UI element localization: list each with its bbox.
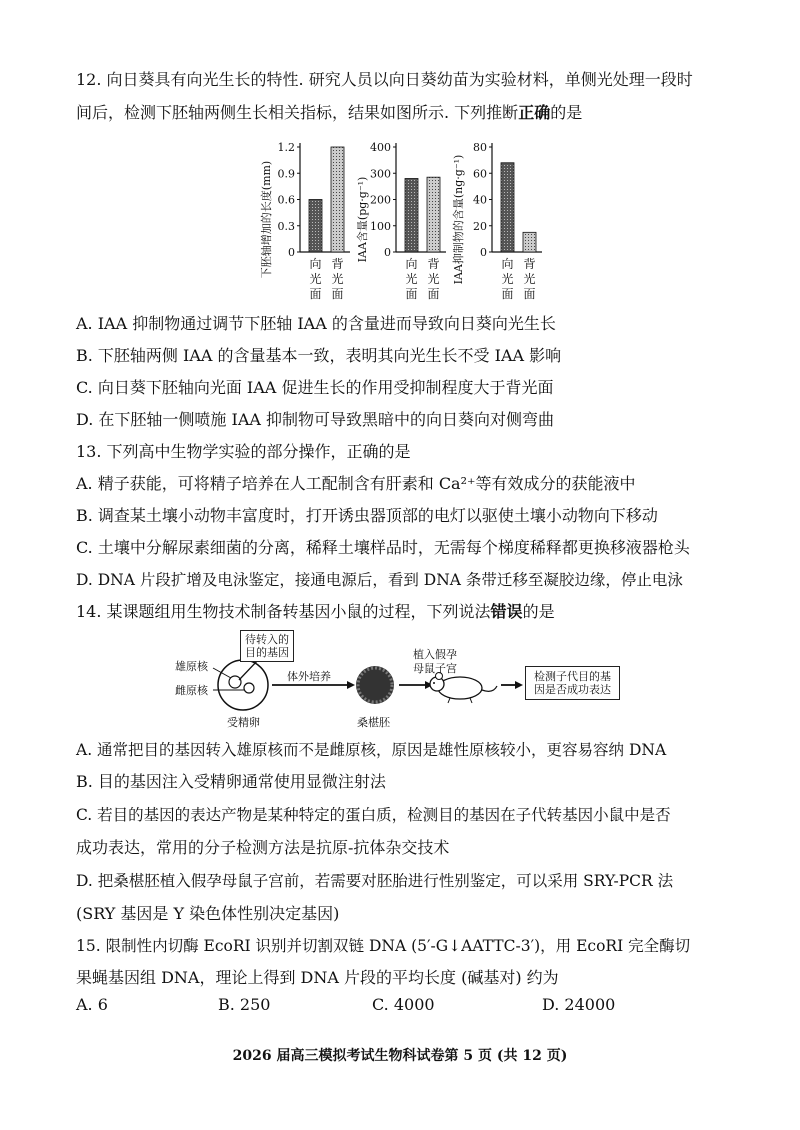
chart1-category-label: 背 <box>427 257 440 271</box>
detection-box <box>525 666 620 700</box>
female-pronucleus-label: 雌原核 <box>175 684 208 697</box>
q14-option-a: A. 通常把目的基因转入雄原核而不是雌原核，原因是雄性原核较小，更容易容纳 DNA <box>76 741 667 759</box>
chart2-tick-label: 60 <box>473 167 487 181</box>
chart1-y-label: IAA含量(pg·g⁻¹) <box>356 176 369 263</box>
mouse-icon <box>430 673 497 704</box>
chart2-tick-label: 40 <box>473 193 487 207</box>
chart0-tick-label: 0.6 <box>277 193 295 207</box>
culture-label: 体外培养 <box>287 670 331 683</box>
chart0-category-label: 面 <box>331 287 344 301</box>
q14-diagram <box>175 630 735 730</box>
chart0-category-label: 背 <box>331 257 344 271</box>
chart1-category-label: 光 <box>427 272 440 286</box>
chart2-tick-label: 0 <box>480 246 487 259</box>
q14-option-d: D. 把桑椹胚植入假孕母鼠子宫前，若需要对胚胎进行性别鉴定，可以采用 SRY-PCR 法 <box>76 872 674 890</box>
chart0-category-label: 向 <box>309 257 322 271</box>
chart2-category-label: 背 <box>523 257 536 271</box>
detection-label-1: 检测子代目的基 <box>534 670 611 683</box>
detection-label-2: 因是否成功表达 <box>534 683 611 696</box>
chart2-category-label: 面 <box>501 287 514 301</box>
q15-option-a: A. 6 <box>76 995 108 1014</box>
q12-option-c: C. 向日葵下胚轴向光面 IAA 促进生长的作用受抑制程度大于背光面 <box>76 378 554 397</box>
q13-option-c: C. 土壤中分解尿素细菌的分离，稀释土壤样品时，无需每个梯度稀释都更换移液器枪头 <box>76 538 690 557</box>
q12-charts-svg <box>255 132 555 302</box>
chart0-tick-label: 0.3 <box>277 219 295 233</box>
page-footer: 2026 届高三模拟考试生物科试卷第 5 页 (共 12 页) <box>232 1048 568 1064</box>
q14-keyword: 错误 <box>490 602 523 621</box>
chart1-category-label: 光 <box>405 272 418 286</box>
q12-stem-line1: 12. 向日葵具有向光生长的特性. 研究人员以向日葵幼苗为实验材料，单侧光处理一段时 <box>76 70 693 89</box>
arrow-culture-head <box>347 681 355 689</box>
chart2-category-label: 光 <box>501 272 514 286</box>
chart0-bar <box>309 200 322 253</box>
q12-stem-line2 <box>76 102 582 124</box>
target-gene-label-2: 目的基因 <box>245 646 289 659</box>
morula-label: 桑椹胚 <box>357 716 390 729</box>
q13-stem: 13. 下列高中生物学实验的部分操作，正确的是 <box>76 442 411 461</box>
chart2-category-label: 光 <box>523 272 536 286</box>
chart1-category-label: 面 <box>427 287 440 301</box>
fertilized-egg-label: 受精卵 <box>227 716 260 729</box>
chart2-y-label: IAA抑制物的含量(ng·g⁻¹) <box>452 154 465 285</box>
chart1-tick-label: 400 <box>370 141 391 154</box>
chart1-tick-label: 0 <box>384 246 391 259</box>
chart0-category-label: 面 <box>309 287 322 301</box>
q12-option-b: B. 下胚轴两侧 IAA 的含量基本一致，表明其向光生长不受 IAA 影响 <box>76 346 562 365</box>
chart1-category-label: 向 <box>405 257 418 271</box>
q13-option-a: A. 精子获能，可将精子培养在人工配制含有肝素和 Ca²⁺等有效成分的获能液中 <box>76 474 636 493</box>
q12-figure <box>255 132 555 302</box>
q14-option-c-cont: 成功表达，常用的分子检测方法是抗原-抗体杂交技术 <box>76 838 450 857</box>
chart1-tick-label: 100 <box>370 219 391 233</box>
chart2-bar <box>523 232 536 252</box>
chart0-bar <box>331 147 344 252</box>
chart1-bar <box>405 179 418 253</box>
q14-stem-text: 14. 某课题组用生物技术制备转基因小鼠的过程，下列说法 <box>76 602 491 621</box>
target-gene-label-1: 待转入的 <box>245 633 289 646</box>
arrow-detect-head <box>515 681 523 689</box>
q12-option-d: D. 在下胚轴一侧喷施 IAA 抑制物可导致黑暗中的向日葵向对侧弯曲 <box>76 410 555 429</box>
q14-stem <box>76 601 555 623</box>
chart2-category-label: 面 <box>523 287 536 301</box>
chart2-bar <box>501 163 514 252</box>
q14-option-c: C. 若目的基因的表达产物是某种特定的蛋白质，检测目的基因在子代转基因小鼠中是否 <box>76 806 671 824</box>
chart0-category-label: 光 <box>309 272 322 286</box>
chart0-y-label: 下胚轴增加的长度(mm) <box>260 160 273 279</box>
chart0-tick-label: 1.2 <box>277 141 295 154</box>
q12-option-a: A. IAA 抑制物通过调节下胚轴 IAA 的含量进而导致向日葵向光生长 <box>76 314 556 333</box>
q12-stem-end: 的是 <box>550 103 583 122</box>
q13-option-b: B. 调查某土壤小动物丰富度时，打开诱虫器顶部的电灯以驱使土壤小动物向下移动 <box>76 506 658 525</box>
morula-shape <box>356 666 394 704</box>
chart0-tick-label: 0.9 <box>277 167 295 181</box>
q12-stem-text: 间后，检测下胚轴两侧生长相关指标，结果如图所示. 下列推断 <box>76 103 519 122</box>
chart1-tick-label: 300 <box>370 167 391 181</box>
q15-stem-line1: 15. 限制性内切酶 EcoRI 识别并切割双链 DNA (5′-G↓AATTC-3′)，用 EcoRI 完全酶切 <box>76 937 691 955</box>
q15-option-d: D. 24000 <box>542 995 616 1014</box>
female-pronucleus-shape <box>244 683 254 693</box>
target-gene-box <box>240 630 294 662</box>
chart0-tick-label: 0 <box>288 246 295 259</box>
chart1-category-label: 面 <box>405 287 418 301</box>
male-pronucleus-label: 雄原核 <box>175 660 208 673</box>
q14-option-b: B. 目的基因注入受精卵通常使用显微注射法 <box>76 772 386 791</box>
q15-option-b: B. 250 <box>218 995 271 1014</box>
transfer-label-1: 植入假孕 <box>413 648 457 661</box>
chart2-category-label: 向 <box>501 257 514 271</box>
q12-keyword: 正确 <box>518 103 551 122</box>
chart1-tick-label: 200 <box>370 193 391 207</box>
chart1-bar <box>427 177 440 252</box>
q15-option-c: C. 4000 <box>372 995 435 1014</box>
chart2-tick-label: 80 <box>473 141 487 154</box>
q13-option-d: D. DNA 片段扩增及电泳鉴定，接通电源后，看到 DNA 条带迁移至凝胶边缘，停止电泳 <box>76 571 683 589</box>
q14-stem-end: 的是 <box>522 602 555 621</box>
chart2-tick-label: 20 <box>473 219 487 233</box>
chart0-category-label: 光 <box>331 272 344 286</box>
q15-stem-line2: 果蝇基因组 DNA，理论上得到 DNA 片段的平均长度 (碱基对) 约为 <box>76 968 559 987</box>
transfer-label-2: 母鼠子宫 <box>413 662 457 675</box>
fertilized-egg-shape <box>218 660 268 710</box>
q14-option-d-note: (SRY 基因是 Y 染色体性别决定基因) <box>76 904 340 923</box>
